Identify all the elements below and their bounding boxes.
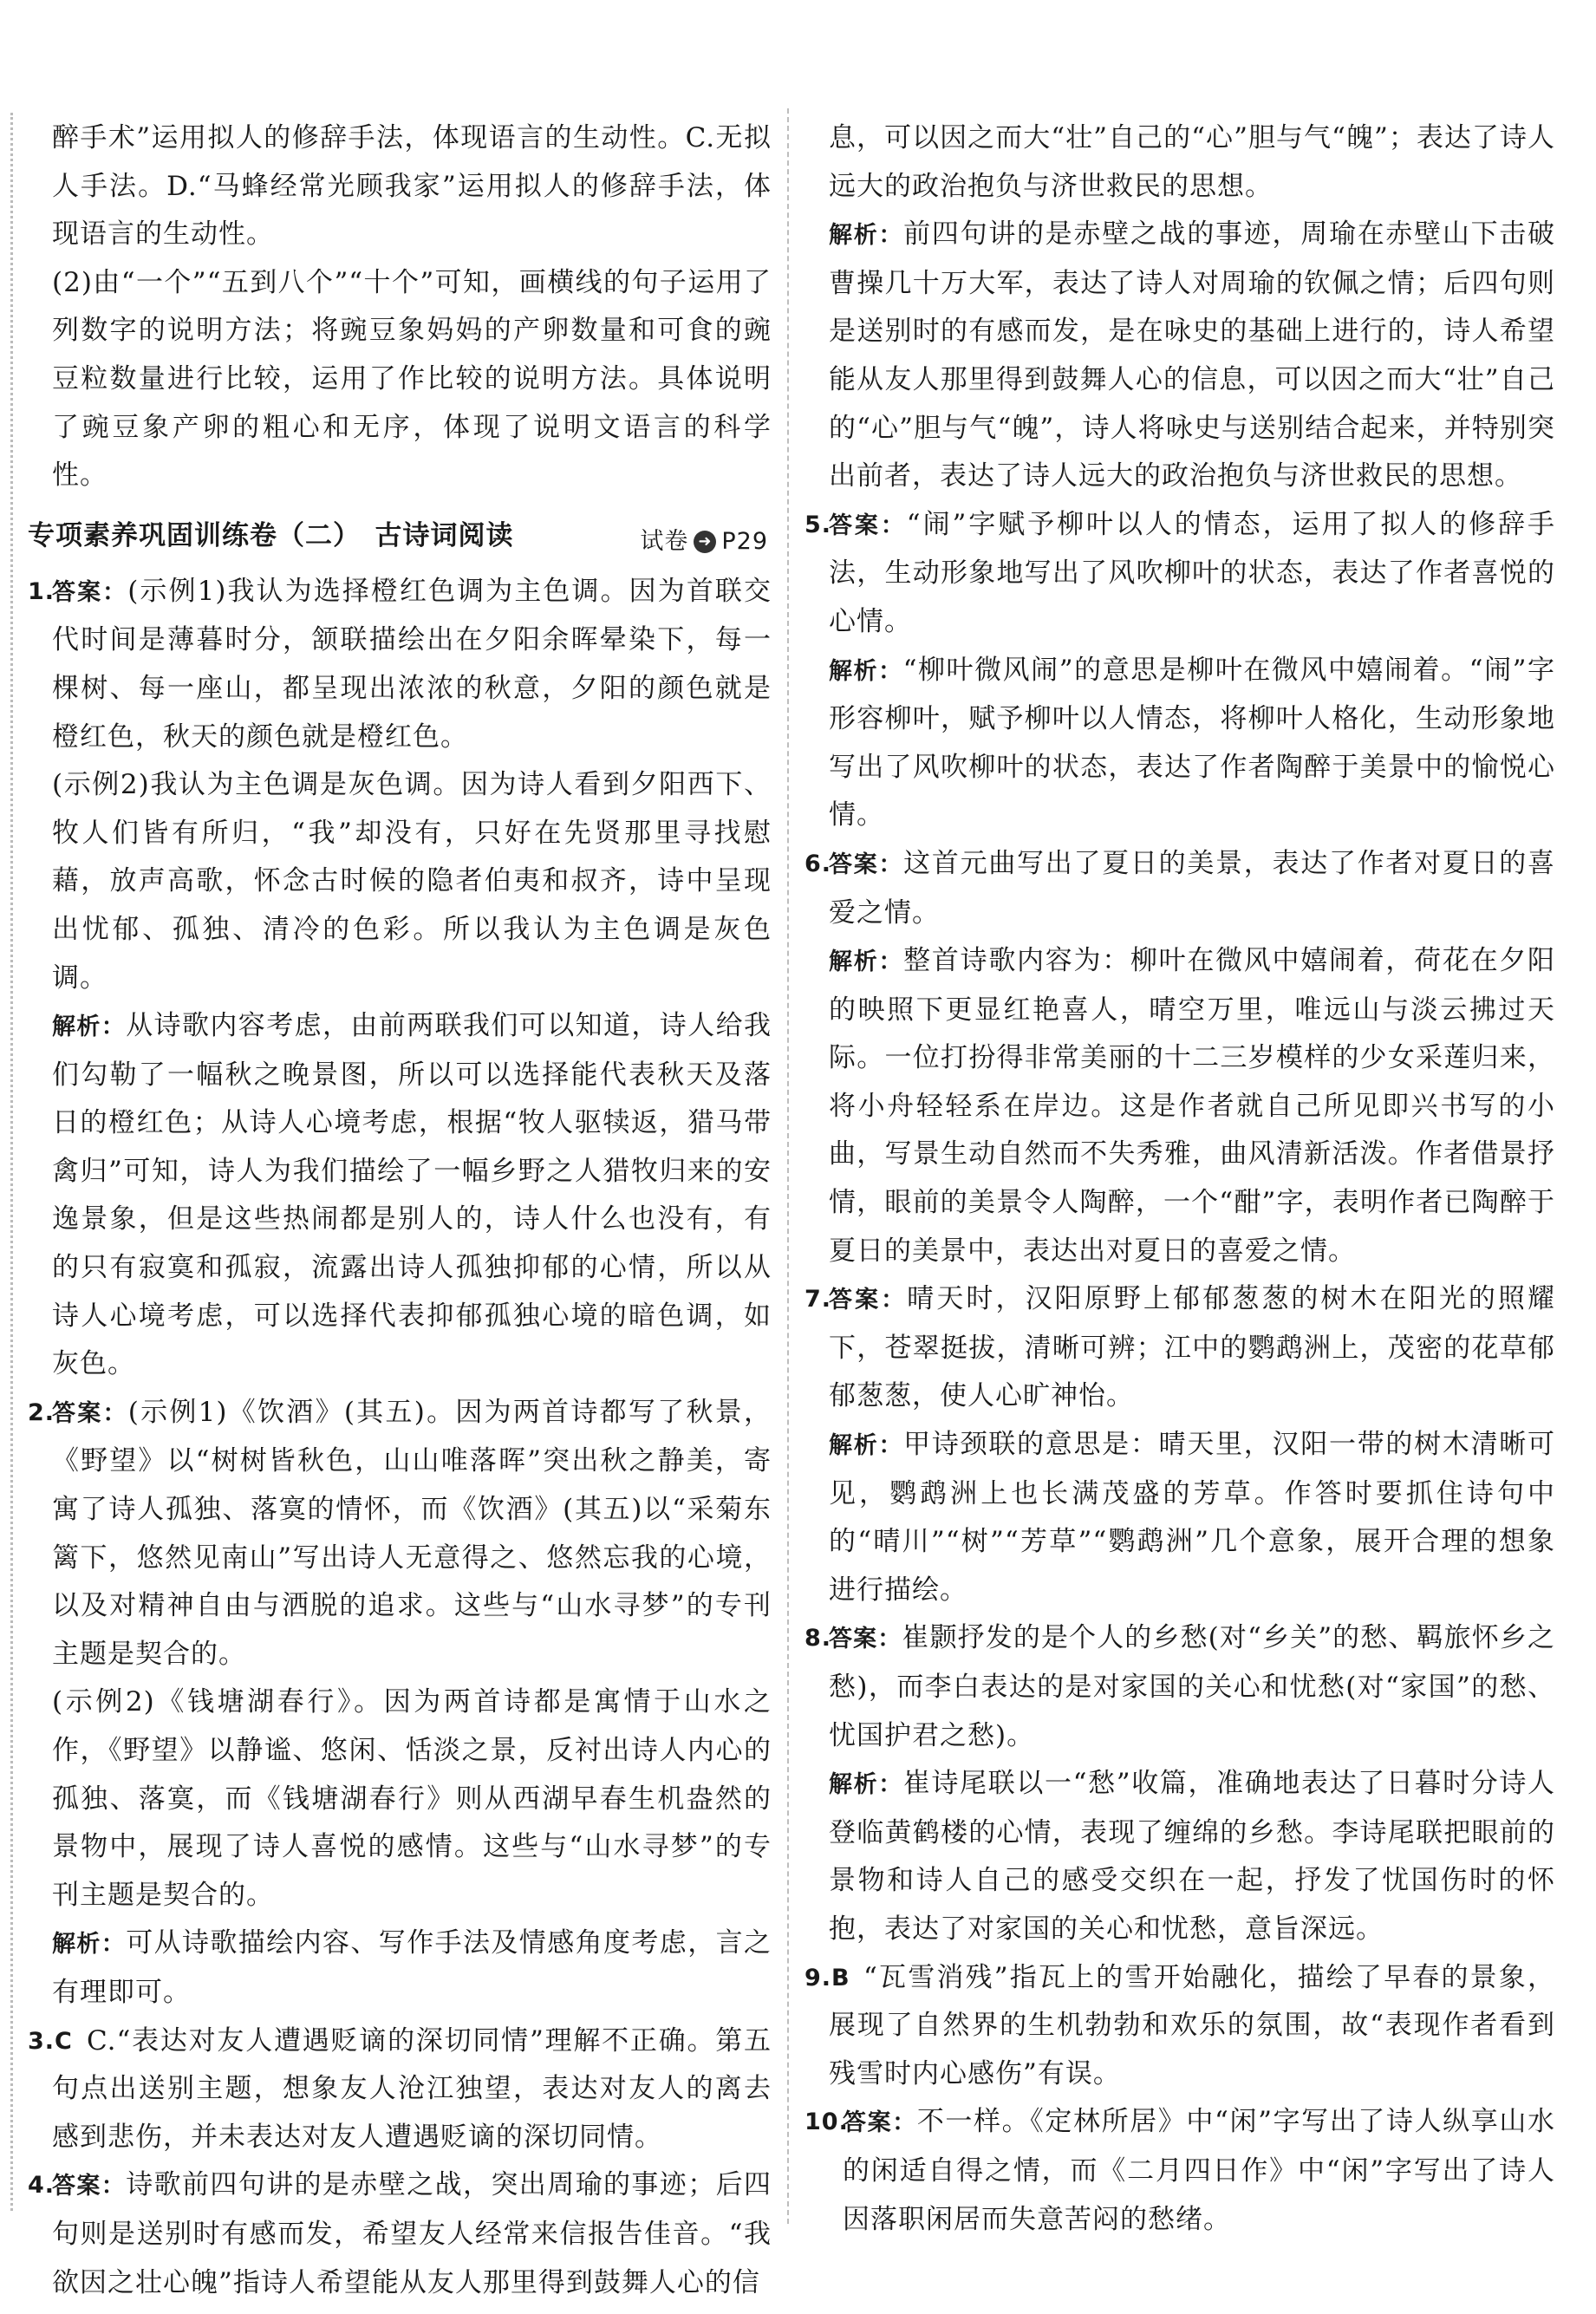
question-1-example-2: (示例2)我认为主色调是灰色调。因为诗人看到夕阳西下、牧人们皆有所归，“我”却没有，只好在先贤那里寻找慰藉，放声高歌，怀念古时候的隐者伯夷和叔齐，诗中呈现出忧郁、孤独、清冷的色彩。所以我认为主色调是灰色调。 [52, 769, 772, 994]
question-4-analysis [805, 211, 1555, 501]
answer-label: 答案： [52, 578, 128, 606]
question-7-analysis-text: 甲诗颈联的意思是：晴天里，汉阳一带的树木清晰可见，鹦鹉洲上也长满茂盛的芳草。作答时要抓住诗句中的“晴川”“树”“芳草”“鹦鹉洲”几个意象，展开合理的想象进行描绘。 [829, 1429, 1556, 1606]
question-4-answer-text: 诗歌前四句讲的是赤壁之战，突出周瑜的事迹；后四句则是送别时有感而发，希望友人经常来信报告佳音。“我欲因之壮心魄”指诗人希望能从友人那里得到鼓舞人心的信 [52, 2169, 772, 2298]
question-4-answer-continued: 息，可以因之而大“壮”自己的“心”胆与气“魄”；表达了诗人远大的政治抱负与济世救民的思想。 [829, 122, 1555, 202]
question-3-number: 3.C [28, 2027, 73, 2055]
question-2-analysis [28, 1920, 772, 2017]
question-10-answer [805, 2098, 1555, 2244]
question-10-answer-text: 不一样。《定林所居》中“闲”字写出了诗人纵享山水的闲适自得之情，而《二月四日作》中“闲”字写出了诗人因落职闲居而失意苦闷的愁绪。 [843, 2106, 1555, 2235]
question-4-analysis-text: 前四句讲的是赤壁之战的事迹，周瑜在赤壁山下击破曹操几十万大军，表达了诗人对周瑜的钦佩之情；后四句则是送别时的有感而发，是在咏史的基础上进行的，诗人希望能从友人那里得到鼓舞人心的信息，可以因之而大“壮”自己的“心”胆与气“魄”，诗人将咏史与送别结合起来，并特别突出前者，表达了诗人远大的政治抱负与济世救民的思想。 [829, 218, 1556, 492]
left-column [28, 114, 772, 2307]
answer-label: 答案： [843, 2109, 917, 2137]
answer-label: 答案： [829, 851, 904, 878]
question-5-analysis-text: “柳叶微风闹”的意思是柳叶在微风中嬉闹着。“闹”字形容柳叶，赋予柳叶以人情态，将柳叶人格化，生动形象地写出了风吹柳叶的状态，表达了作者陶醉于美景中的愉悦心情。 [829, 654, 1556, 831]
question-2-analysis-text: 可从诗歌描绘内容、写作手法及情感角度考虑，言之有理即可。 [52, 1927, 772, 2008]
question-8-number: 8. [805, 1625, 832, 1652]
section-title: 专项素养巩固训练卷（二） 古诗词阅读 [28, 519, 514, 551]
question-3-text: C.“表达对友人遭遇贬谪的深切同情”理解不正确。第五句点出送别主题，想象友人沧江独望，表达对友人的离去感到悲伤，并未表达对友人遭遇贬谪的深切同情。 [52, 2024, 772, 2153]
question-6-analysis [805, 937, 1555, 1275]
answer-label: 答案： [52, 2173, 127, 2200]
question-7-answer [805, 1275, 1555, 1421]
question-4-answer [28, 2161, 772, 2307]
question-5-answer-text: “闹”字赋予柳叶以人的情态，运用了拟人的修辞手法，生动形象地写出了风吹柳叶的状态，表达了作者喜悦的心情。 [829, 508, 1555, 637]
question-1-answer [28, 568, 772, 761]
intro-paragraph-1: 醉手术”运用拟人的修辞手法，体现语言的生动性。C.无拟人手法。D.“马蜂经常光顾我家”运用拟人的修辞手法，体现语言的生动性。 [52, 122, 772, 251]
question-8-answer-text: 崔颢抒发的是个人的乡愁(对“乡关”的愁、羁旅怀乡之愁)，而李白表达的是对家国的关心和忧愁(对“家国”的愁、忧国护君之愁)。 [829, 1622, 1555, 1751]
column-divider [787, 108, 791, 2224]
binding-dots [10, 113, 16, 2211]
question-8-analysis [805, 1760, 1555, 1953]
analysis-label: 解析： [829, 657, 903, 685]
question-6-analysis-text: 整首诗歌内容为：柳叶在微风中嬉闹着，荷花在夕阳的映照下更显红艳喜人，晴空万里，唯远山与淡云拂过天际。一位打扮得非常美丽的十二三岁模样的少女采莲归来，将小舟轻轻系在岸边。这是作者就自己所见即兴书写的小曲，写景生动自然而不失秀雅，曲风清新活泼。作者借景抒情，眼前的美景令人陶醉，一个“酣”字，表明作者已陶醉于夏日的美景中，表达出对夏日的喜爱之情。 [829, 945, 1556, 1267]
question-2-example-2: (示例2)《钱塘湖春行》。因为两首诗都是寓情于山水之作，《野望》以静谧、悠闲、恬淡之景，反衬出诗人内心的孤独、落寞，而《钱塘湖春行》则从西湖早春生机盎然的景物中，展现了诗人喜悦的感情。这些与“山水寻梦”的专刊主题是契合的。 [52, 1686, 772, 1911]
question-3 [28, 2017, 772, 2162]
section-page-ref [640, 518, 768, 566]
question-6-answer [805, 840, 1555, 937]
question-6-answer-text: 这首元曲写出了夏日的美景，表达了作者对夏日的喜爱之情。 [829, 847, 1556, 929]
question-1-number: 1. [28, 577, 55, 605]
analysis-label: 解析： [829, 948, 904, 976]
section-ref-page: P29 [721, 527, 768, 555]
question-1-analysis [28, 1002, 772, 1389]
answer-label: 答案： [829, 1287, 908, 1314]
analysis-label: 解析： [52, 1014, 127, 1041]
section-header [28, 512, 772, 566]
question-8-analysis-text: 崔诗尾联以一“愁”收篇，准确地表达了日暮时分诗人登临黄鹤楼的心情，表现了缠绵的乡愁。李诗尾联把眼前的景物和诗人自己的感受交织在一起，抒发了忧国伤时的怀抱，表达了对家国的关心和忧愁，意旨深远。 [829, 1768, 1556, 1945]
intro-paragraph-2: (2)由“一个”“五到八个”“十个”可知，画横线的句子运用了列数字的说明方法；将豌豆象妈妈的产卵数量和可食的豌豆粒数量进行比较，运用了作比较的说明方法。具体说明了豌豆象产卵的粗心和无序，体现了说明文语言的科学性。 [52, 266, 772, 492]
question-2-number: 2. [28, 1398, 55, 1426]
question-1-answer-text: (示例1)我认为选择橙红色调为主色调。因为首联交代时间是薄暮时分，颔联描绘出在夕阳余晖晕染下，每一棵树、每一座山，都呈现出浓浓的秋意，夕阳的颜色就是橙红色，秋天的颜色就是橙红色。 [52, 575, 772, 753]
question-7-number: 7. [805, 1286, 832, 1313]
analysis-label: 解析： [829, 1771, 903, 1799]
analysis-label: 解析： [829, 1432, 904, 1460]
question-10-number: 10. [805, 2109, 849, 2136]
question-9 [805, 1954, 1555, 2099]
question-5-answer [805, 501, 1555, 647]
right-column [805, 114, 1555, 2244]
question-7-answer-text: 晴天时，汉阳原野上郁郁葱葱的树木在阳光的照耀下，苍翠挺拔，清晰可辨；江中的鹦鹉洲上，茂密的花草郁郁葱葱，使人心旷神怡。 [829, 1283, 1555, 1412]
question-2-answer-text: (示例1)《饮酒》(其五)。因为两首诗都写了秋景，《野望》以“树树皆秋色，山山唯落晖”突出秋之静美，寄寓了诗人孤独、落寞的情怀，而《饮酒》(其五)以“采菊东篱下，悠然见南山”写出诗人无意得之、悠然忘我的心境，以及对精神自由与洒脱的追求。这些与“山水寻梦”的专刊主题是契合的。 [52, 1396, 772, 1670]
section-ref-prefix: 试卷 [640, 527, 689, 555]
question-1-analysis-text: 从诗歌内容考虑，由前两联我们可以知道，诗人给我们勾勒了一幅秋之晚景图，所以可以选择能代表秋天及落日的橙红色；从诗人心境考虑，根据“牧人驱犊返，猎马带禽归”可知，诗人为我们描绘了一幅乡野之人猎牧归来的安逸景象，但是这些热闹都是别人的，诗人什么也没有，有的只有寂寞和孤寂，流露出诗人孤独抑郁的心情，所以从诗人心境考虑，可以选择代表抑郁孤独心境的暗色调，如灰色。 [52, 1010, 772, 1380]
answer-label: 答案： [52, 1399, 128, 1427]
question-4-number: 4. [28, 2172, 55, 2200]
arrow-right-icon: ➜ [694, 531, 716, 553]
question-2-answer [28, 1389, 772, 1679]
analysis-label: 解析： [52, 1931, 127, 1959]
question-9-number: 9.B [805, 1964, 850, 1991]
answer-label: 答案： [829, 512, 907, 539]
question-8-answer [805, 1614, 1555, 1760]
question-7-analysis [805, 1421, 1555, 1614]
answer-label: 答案： [829, 1626, 902, 1653]
question-5-analysis [805, 647, 1555, 840]
analysis-label: 解析： [829, 222, 904, 250]
question-6-number: 6. [805, 850, 832, 877]
question-9-text: “瓦雪消残”指瓦上的雪开始融化，描绘了早春的景象，展现了自然界的生机勃勃和欢乐的氛围，故“表现作者看到残雪时内心感伤”有误。 [829, 1961, 1555, 2089]
question-5-number: 5. [805, 511, 832, 538]
